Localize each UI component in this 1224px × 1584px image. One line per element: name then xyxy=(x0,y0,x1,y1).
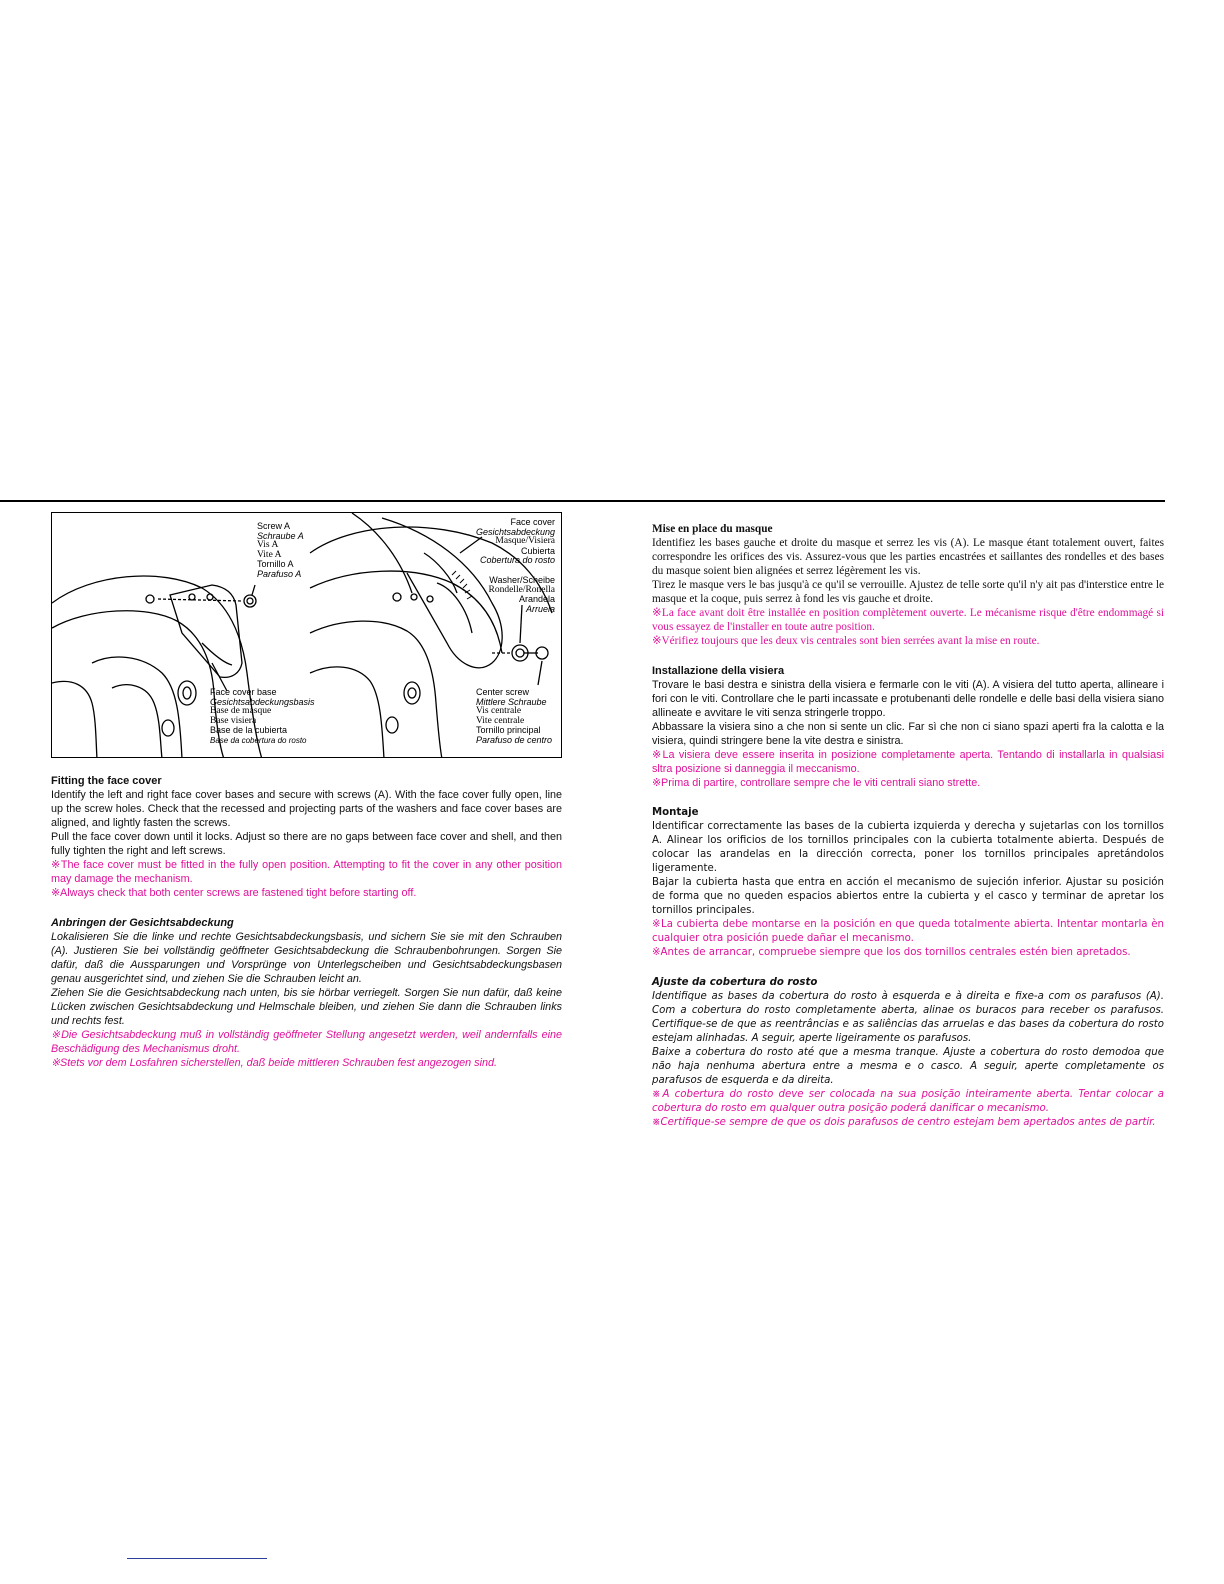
label-face-cover: Face cover Gesichtsabdeckung Masque/Visiera Cubierta Cobertura do rosto xyxy=(475,517,555,566)
paragraph: Ziehen Sie die Gesichtsabdeckung nach unten, bis sie hörbar verriegelt. Sorgen Sie nun dafür, daß keine Lücken zwischen Gesichtsabdeckung und Helmschale bleiben, und ziehen Sie dann die Schrauben links und rechts fest. xyxy=(51,987,562,1027)
section-title: Ajuste da cobertura do rosto xyxy=(652,977,818,988)
section-title: Fitting the face cover xyxy=(51,775,162,787)
warning-note: ※La cubierta debe montarse en la posición en que queda totalmente abierta. Intentar montarla èn cualquier otra posición puede dañar el mecanismo. xyxy=(652,919,1164,944)
label-washer: Washer/Scheibe Rondelle/Ronella Arandela Arruela xyxy=(488,575,555,614)
warning-note: ※Certifique-se sempre de que os dois parafusos de centro estejam bem apertados antes de partir. xyxy=(652,1117,1156,1128)
section-title: Installazione della visiera xyxy=(652,665,785,677)
section-german xyxy=(51,916,562,1070)
section-french xyxy=(652,522,1164,648)
right-column xyxy=(652,522,1164,1130)
warning-note: ※La visiera deve essere inserita in posizione completamente aperta. Tentando di installarla in qualsiasi sltra posizione si danneggia il meccanismo. xyxy=(652,749,1164,775)
bottom-rule xyxy=(127,1558,267,1559)
section-italian xyxy=(652,664,1164,790)
warning-note: ※Die Gesichtsabdeckung muß in vollständig geöffneter Stellung angesetzt werden, weil andernfalls eine Beschädigung des Mechanismus droht. xyxy=(51,1029,562,1055)
warning-note: ※A cobertura do rosto deve ser colocada na sua posição inteiramente aberta. Tentar colocar a cobertura do rosto em qualquer outra posição poderá danificar o mecanismo. xyxy=(652,1089,1164,1114)
helmet-diagram xyxy=(51,512,562,758)
paragraph: Identifiez les bases gauche et droite du masque et serrez les vis (A). Le masque étant totalement ouvert, faites correspondre les orifices des vis. Assurez-vous que les parties encastrées et saillantes des rondelles et des bases du masque soient bien alignées et serrez légèrement les vis. xyxy=(652,537,1164,577)
section-spanish xyxy=(652,806,1164,960)
paragraph: Identificar correctamente las bases de la cubierta izquierda y derecha y sujetarlas con los tornillos A. Alinear los orificios de los tornillos principales con la cubierta totalmente abierta. Después de colocar las arandelas en la dirección correcta, poner los tornillos principales apretándolos ligeramente. xyxy=(652,821,1164,874)
left-column xyxy=(51,512,562,1070)
paragraph: Trovare le basi destra e sinistra della visiera e fermarle con le viti (A). A visiera del tutto aperta, allineare i fori con le viti. Controllare che le parti incassate e protubenanti delle rondelle e delle basi della visiera siano allineate e avvitare le viti senza stringerle troppo. xyxy=(652,679,1164,719)
section-portuguese xyxy=(652,976,1164,1130)
warning-note: ※Prima di partire, controllare sempre che le viti centrali siano strette. xyxy=(652,777,981,789)
paragraph: Pull the face cover down until it locks. Adjust so there are no gaps between face cover and shell, and then fully tighten the right and left screws. xyxy=(51,831,562,857)
warning-note: ※Stets vor dem Losfahren sicherstellen, daß beide mittleren Schrauben fest angezogen sind. xyxy=(51,1057,497,1069)
paragraph: Bajar la cubierta hasta que entra en acción el mecanismo de sujeción inferior. Ajustar su posición de forma que no queden espacios abiertos entre la cubierta y el casco y terminar de apretar los tornillos principales. xyxy=(652,877,1164,916)
warning-note: ※The face cover must be fitted in the fully open position. Attempting to fit the cover in any other position may damage the mechanism. xyxy=(51,859,562,885)
paragraph: Identifique as bases da cobertura do rosto à esquerda e à direita e fixe-a com os parafusos (A). Com a cobertura do rosto completamente aberta, alinae os buracos para receber os parafusos. Certifique-se de que as reentrâncias e as saliências das arruelas e das bases da cobertura do rosto estejam alinhadas. A seguir, aperte ligeiramente os parafusos. xyxy=(652,991,1164,1044)
paragraph: Identify the left and right face cover bases and secure with screws (A). With the face cover fully open, line up the screw holes. Check that the recessed and projecting parts of the washers and face cover bases are aligned, and lightly fasten the screws. xyxy=(51,789,562,829)
label-face-cover-base: Face cover base Gesichtsabdeckungsbasis Base de masque Base visiera Base de la cubierta Base da cobertura do rosto xyxy=(210,687,315,745)
paragraph: Lokalisieren Sie die linke und rechte Gesichtsabdeckungsbasis, und sichern Sie sie mit den Schrauben (A). Justieren Sie bei vollständig geöffneter Gesichtsabdeckung die Schraubenbohrungen. Sorgen Sie dafür, daß die Aussparungen und Vorsprünge von Unterlegscheiben und Gesichtsabdeckungsbasen genau ausgerichtet sind, und ziehen Sie die Schrauben leicht an. xyxy=(51,931,562,985)
warning-note: ※La face avant doit être installée en position complètement ouverte. Le mécanisme risque d'être endommagé si vous essayez de l'installer en toute autre position. xyxy=(652,607,1164,633)
paragraph: Abbassare la visiera sino a che non si sente un clic. Far sì che non ci siano spazi aperti fra la calotta e la visiera, quindi stringere bene la vite destra e sinistra. xyxy=(652,721,1164,747)
section-english xyxy=(51,774,562,900)
paragraph: Tirez le masque vers le bas jusqu'à ce qu'il se verrouille. Ajustez de telle sorte qu'il n'y ait pas d'interstice entre le masque et la coque, puis serrez à fond les vis gauche et droite. xyxy=(652,579,1164,605)
top-rule xyxy=(0,500,1165,502)
section-title: Montaje xyxy=(652,807,699,818)
label-screw-a: Screw A Schraube A Vis A Vite A Tornillo A Parafuso A xyxy=(257,521,304,579)
label-center-screw: Center screw Mittlere Schraube Vis centrale Vite centrale Tornillo principal Parafuso de centro xyxy=(476,687,553,745)
section-title: Anbringen der Gesichtsabdeckung xyxy=(51,917,234,929)
warning-note: ※Always check that both center screws are fastened tight before starting off. xyxy=(51,887,417,899)
paragraph: Baixe a cobertura do rosto até que a mesma tranque. Ajuste a cobertura do rosto demodoa que não haja nenhuma abertura entre a mesma e o casco. A seguir, aperte completamente os parafusos de esquerda e da direita. xyxy=(652,1047,1164,1086)
warning-note: ※Vérifiez toujours que les deux vis centrales sont bien serrées avant la mise en route. xyxy=(652,635,1040,647)
warning-note: ※Antes de arrancar, compruebe siempre que los dos tornillos centrales estén bien apretados. xyxy=(652,947,1131,958)
section-title: Mise en place du masque xyxy=(652,523,773,535)
